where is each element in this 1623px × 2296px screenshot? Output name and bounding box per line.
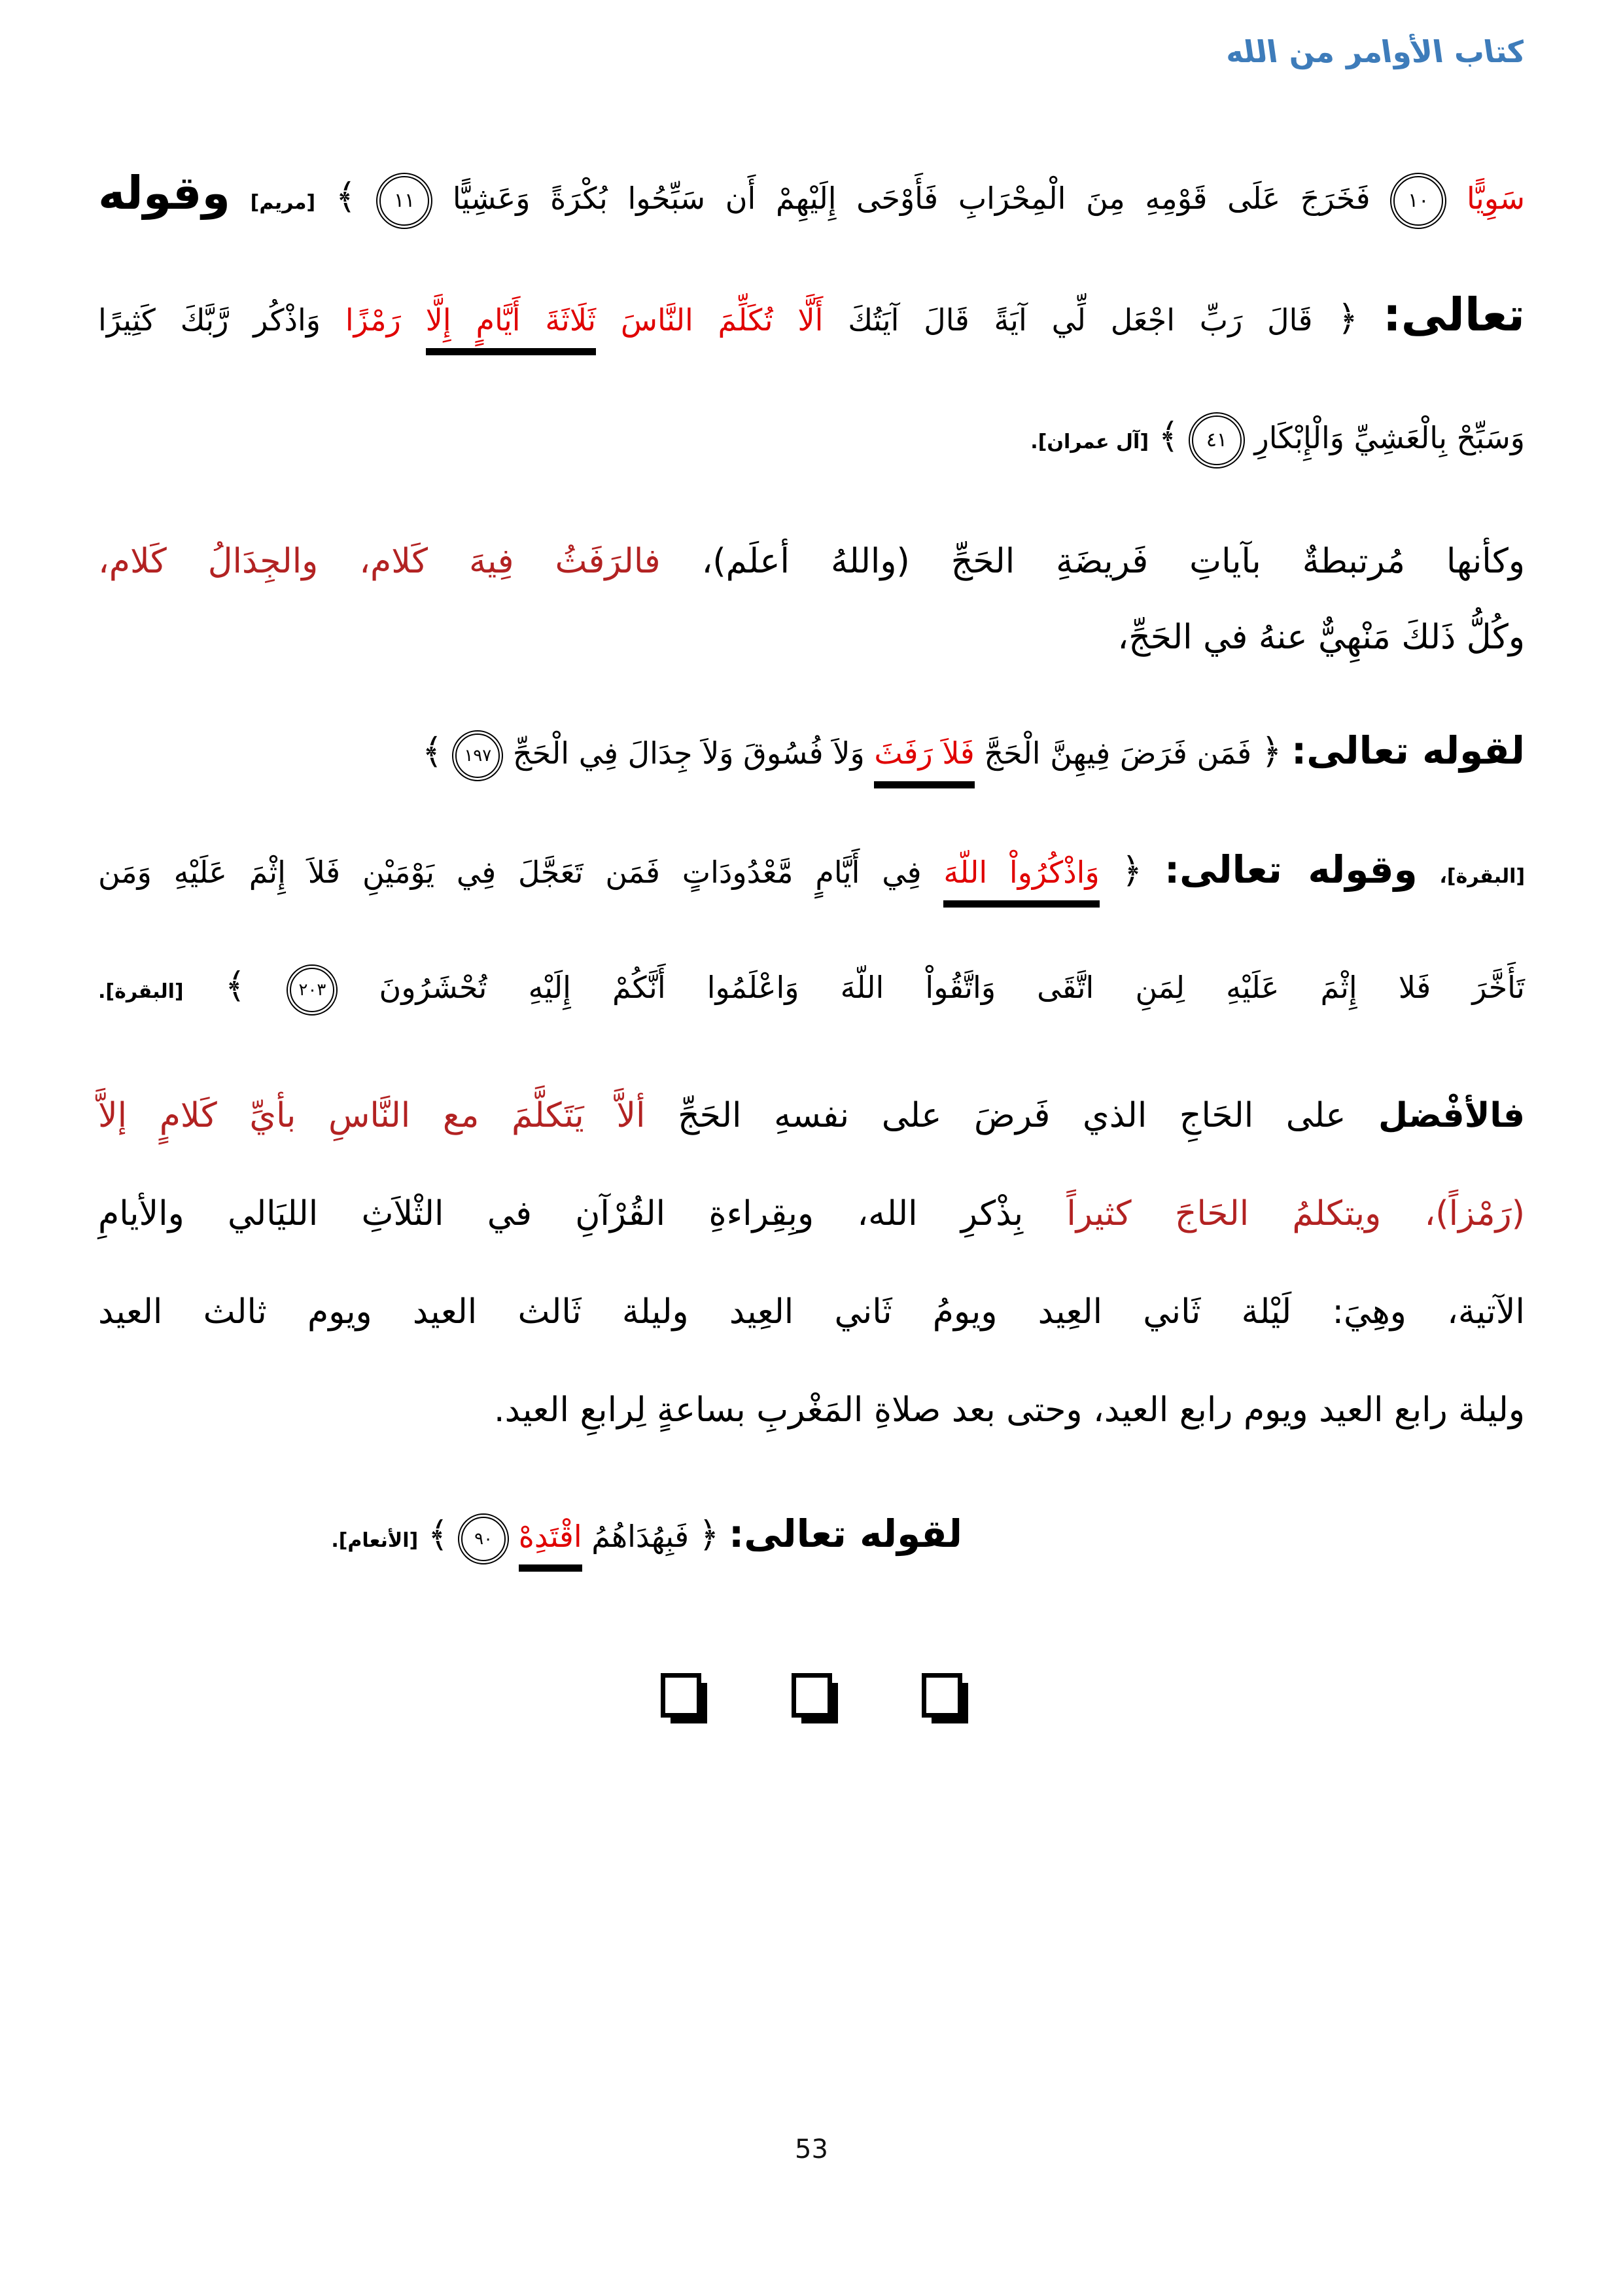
quran-line-6 bbox=[98, 928, 1525, 1044]
quran-red-underlined-text: فَلاَ رَفَثَ bbox=[874, 735, 974, 788]
quran-text: تَأَخَّرَ فَلا إِثْمَ عَلَيْهِ لِمَنِ اتَّقَى وَاتَّقُواْ اللّهَ وَاعْلَمُوا أَنَّكُمْ إِلَيْهِ تُحْشَرُونَ bbox=[379, 970, 1525, 1005]
quran-line-7 bbox=[98, 1470, 1525, 1598]
commentary-text: وكأنها مُرتبطةٌ بآياتِ فَريضَةِ الحَجِّ (واللهُ أعلَم)، bbox=[701, 542, 1526, 581]
commentary-text: على الحَاجِ الذي فَرضَ على نفسهِ الحَجِّ bbox=[678, 1096, 1346, 1135]
ornate-close-bracket-icon: ﴾ bbox=[1158, 415, 1179, 457]
quran-text: وَلاَ فُسُوقَ وَلاَ جِدَالَ فِي الْحَجِّ bbox=[512, 735, 865, 771]
commentary-line-1 bbox=[98, 523, 1525, 599]
commentary-line-4 bbox=[98, 1165, 1525, 1263]
lead-in-phrase: تعالى: bbox=[1382, 288, 1525, 342]
commentary-text: وكُلُّ ذَلكَ مَنْهِيٌّ عنهُ في الحَجِّ، bbox=[1117, 618, 1525, 657]
ornate-open-bracket-icon: ﴿ bbox=[1337, 298, 1358, 339]
ornate-open-bracket-icon: ﴿ bbox=[1261, 731, 1282, 772]
quran-red-underlined-text: اقْتَدِهْ bbox=[519, 1519, 582, 1572]
quran-text: وَاذْكُر رَّبَّكَ كَثِيرًا bbox=[98, 302, 321, 338]
ornate-open-bracket-icon: ﴿ bbox=[698, 1514, 720, 1555]
lead-in-phrase: لقوله تعالى: bbox=[729, 1511, 962, 1556]
verse-number-medallion-10: ١٠ bbox=[1390, 173, 1446, 229]
commentary-red-text: (رَمْزاً)، ويتكلمُ الحَاجَ كثيراً bbox=[1066, 1194, 1525, 1233]
section-separator bbox=[98, 1673, 1525, 1725]
quran-red-text: رَمْزًا bbox=[345, 302, 401, 338]
page-footer bbox=[0, 2134, 1623, 2164]
surah-reference: [البقرة]. bbox=[98, 980, 184, 1003]
quran-red-underlined-text: ثَلَاثَةَ أَيَّامٍ إِلَّا bbox=[426, 302, 596, 355]
quran-red-underlined-text: وَاذْكُرُواْ اللّهَ bbox=[943, 855, 1099, 908]
commentary-text: وليلة رابع العيد ويوم رابع العيد، وحتى بعد صلاةِ المَغْربِ بساعةٍ لِرابعِ العيد. bbox=[494, 1390, 1525, 1430]
commentary-red-text: ألاَّ يَتَكلَّمَ مع النَّاسِ بأيِّ كَلامٍ إلاَّ bbox=[98, 1096, 646, 1135]
ornate-close-bracket-icon: ﴾ bbox=[224, 965, 246, 1006]
quran-text: فَبِهُدَاهُمُ bbox=[591, 1519, 689, 1554]
surah-reference: [آل عمران]. bbox=[1030, 431, 1149, 453]
quran-text: فِي أَيَّامٍ مَّعْدُودَاتٍ فَمَن تَعَجَّلَ فِي يَوْمَيْنِ فَلاَ إِثْمَ عَلَيْهِ وَمَن bbox=[98, 855, 922, 890]
quran-line-3 bbox=[98, 376, 1525, 497]
surah-reference: [البقرة]، bbox=[1439, 865, 1526, 888]
commentary-red-text: فالرَفَثُ فِيهَ كَلام، والجِدَالُ كَلام، bbox=[98, 542, 661, 581]
commentary-text: بِذْكرِ الله، وبِقِراءةِ القُرْآنِ في الثْلاَثِ الليَالي والأيامِ bbox=[98, 1194, 1024, 1233]
ornate-close-bracket-icon: ﴾ bbox=[335, 176, 357, 217]
commentary-line-2 bbox=[98, 599, 1525, 675]
commentary-line-3 bbox=[98, 1067, 1525, 1165]
ornate-close-bracket-icon: ﴾ bbox=[422, 731, 443, 772]
quran-red-text: أَلَّا تُكَلِّمَ النَّاسَ bbox=[620, 302, 824, 338]
book-title: كتاب الأوامر من الله bbox=[1223, 34, 1527, 69]
quran-text: فَخَرَجَ عَلَى قَوْمِهِ مِنَ الْمِحْرَابِ فَأَوْحَى إِلَيْهِمْ أَن سَبِّحُوا بُكْرَةً وَعَشِيًّا bbox=[452, 181, 1370, 216]
quran-line-2 bbox=[98, 254, 1525, 376]
lead-in-phrase: وقوله تعالى: bbox=[1164, 847, 1418, 892]
ornate-open-bracket-icon: ﴿ bbox=[1121, 850, 1143, 891]
lead-in-phrase: لقوله تعالى: bbox=[1291, 728, 1525, 773]
verse-number-medallion-11: ١١ bbox=[376, 173, 432, 229]
lead-in-phrase: وقوله bbox=[98, 166, 230, 220]
commentary-bold-lead: فالأفْضل bbox=[1378, 1096, 1525, 1135]
ornate-close-bracket-icon: ﴾ bbox=[427, 1514, 449, 1555]
verse-number-medallion-41: ٤١ bbox=[1189, 412, 1245, 468]
quran-red-word: سَوِيًّا bbox=[1466, 181, 1526, 216]
quran-line-5 bbox=[98, 811, 1525, 928]
page-header bbox=[98, 0, 1525, 132]
quran-line-1 bbox=[98, 132, 1525, 254]
commentary-text: الآتية، وهِيَ: لَيْلة ثَاني العِيد ويومُ ثَاني العِيد وليلة ثَالث العيد ويوم ثالث العيد bbox=[98, 1292, 1525, 1332]
surah-reference: [الأنعام]. bbox=[331, 1529, 419, 1552]
quran-text: فَمَن فَرَضَ فِيهِنَّ الْحَجَّ bbox=[984, 735, 1252, 771]
commentary-line-5 bbox=[98, 1263, 1525, 1361]
quran-line-4 bbox=[98, 690, 1525, 811]
quran-text: وَسَبِّحْ بِالْعَشِيِّ وَالْإِبْكَارِ bbox=[1254, 420, 1525, 455]
shadowed-square-icon bbox=[922, 1673, 962, 1718]
verse-number-medallion-203: ٢٠٣ bbox=[287, 964, 338, 1016]
commentary-line-6 bbox=[98, 1361, 1525, 1459]
verse-number-medallion-90: ٩٠ bbox=[458, 1513, 509, 1564]
shadowed-square-icon bbox=[792, 1673, 832, 1718]
page-number: 53 bbox=[795, 2134, 828, 2164]
surah-reference: [مريم] bbox=[250, 191, 316, 214]
quran-text: قَالَ رَبِّ اجْعَل لِّي آيَةً قَالَ آيَتُكَ bbox=[848, 302, 1313, 338]
verse-number-medallion-197: ١٩٧ bbox=[452, 730, 503, 781]
shadowed-square-icon bbox=[661, 1673, 701, 1718]
